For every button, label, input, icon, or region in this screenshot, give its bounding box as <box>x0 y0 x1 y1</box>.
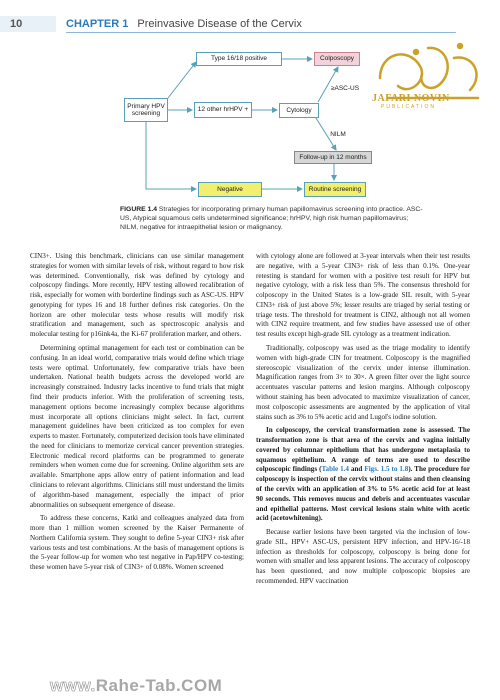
primary-hpv-box: Primary HPV screening <box>124 98 168 122</box>
table-1-4-link[interactable]: Table 1.4 <box>321 465 349 474</box>
right-paragraph-2: Traditionally, colposcopy was used as the triage modality to identify women with high-grade CIN for treatment. Colposcopy is the magnified stereoscopic visualization of the cervix under intense illumination. Magnification ranges from 3× to 30×. A green filter over the light source accentuates vascular patterns and lesion margins. Although colposcopy without staining has been advocated to maximize visualization of cancer, most colposcopic assessments are augmented by the application of vital stains such as 3% to 5% acetic acid and Lugol's iodine solution. <box>256 344 470 421</box>
right-column <box>256 252 470 591</box>
logo-subtitle: PUBLICATION <box>381 104 436 110</box>
page-number: 10 <box>10 18 23 30</box>
right-paragraph-3 <box>256 426 470 524</box>
logo-name: JAFARI NOVIN <box>372 93 450 104</box>
figs-1-5-link[interactable]: Figs. 1.5 to 1.8 <box>364 465 409 474</box>
arrow-primary-to-type1618 <box>168 62 196 98</box>
negative-box: Negative <box>198 182 262 197</box>
figure-caption-text: Strategies for incorporating primary human papillomavirus screening into practice. ASC-US, Atypical squamous cells undetermined significance; hrHPV, high risk human papillomavirus; NILM, negative for intraepithelial lesion or malignancy. <box>120 206 423 232</box>
chapter-label: CHAPTER 1 <box>66 18 129 30</box>
left-column <box>30 252 244 577</box>
figure-caption <box>120 205 425 233</box>
watermark-site: Rahe-Tab.COM <box>95 676 223 695</box>
right-paragraph-4: Because earlier lesions have been targeted via the inclusion of low-grade SIL, HPV+ ASC-US, persistent HPV infection, and HPV-16/-18 infection as thresholds for colposcopy, colposcopy is being done for women with smaller and less apparent lesions. The accuracy of colposcopy has been questioned, and now multiple colposcopic biopsies are recommended. HPV vaccination <box>256 528 470 585</box>
chapter-title: Preinvasive Disease of the Cervix <box>137 18 302 30</box>
figure-label: FIGURE 1.4 <box>120 206 158 213</box>
watermark-www: www. <box>50 676 96 695</box>
left-paragraph-2: Determining optimal management for each test or combination can be confusing. In an ideal world, comparative trials would define which triage tests were optimal. Unfortunately, few comparative trials have been undertaken. National health budgets across the developed world are increasingly constrained. Industry lacks incentive to fund trials that might find their products inferior. With the proliferation of screening tests, management options become increasingly complex because algorithms must incorporate all options clinicians might select. In fact, current management guidelines have been criticized as too complex for even experts to master. Fortunately, computerized decision tools have eliminated the need for clinicians to memorize cervical cancer prevention strategies. Electronic medical record platforms can be programmed to generate reminders when women come due for screening. Online algorithm sets are available. Smartphone apps allow entry of patient information and lead clinicians to relevant algorithms. Clinicians still must understand the limits of algorithm-based management, especially the impact of prior abnormalities on subsequent emergence of disease. <box>30 344 244 509</box>
para3-and: and <box>348 465 365 474</box>
colposcopy-box: Colposcopy <box>314 52 360 66</box>
right-paragraph-1: with cytology alone are followed at 3-year intervals when their test results are negative, with a 5-year CIN3+ risk of less than 0.1%. One-year retesting is standard for women with a positive test result for HPV but negative cytology, with a risk less than 5%. The consensus threshold for colposcopy in the United States is a low-grade SIL result, with 5-year CIN3+ risk of just above 5%; lesser results are triaged by serial testing or triage tests. The threshold for treatment is CIN2, although not all women with CIN2 require treatment, and few studies have assessed use of other test results except high-grade SIL cytology as a treatment indication. <box>256 252 470 339</box>
header-accent-bar <box>0 16 56 32</box>
nilm-label: NILM <box>330 131 346 139</box>
arrow-primary-to-negative <box>146 122 196 189</box>
asc-us-label: ≥ASC-US <box>330 85 360 93</box>
watermark <box>50 676 222 696</box>
left-paragraph-3: To address these concerns, Katki and colleagues analyzed data from more than 1 million women screened by the Kaiser Permanente of Northern California system. They sought to define 5-year CIN3+ risk after various tests and test combinations. At the basis of management options is the 5-year follow-up for women who test negative in Pap/HPV co-testing; these women have 5-year risk of CIN3+ of 0.08%. Women screened <box>30 514 244 572</box>
cytology-box: Cytology <box>279 103 319 118</box>
left-paragraph-1: CIN3+. Using this benchmark, clinicians can use similar management strategies for women with similar levels of risk, without regard to how risk was determined. Conventionally, risk was defined by cytology and colposcopy findings. More recently, HPV testing allowed recalibration of risk, especially for women with borderline findings such as ASC-US. HPV genotyping for types 16 and 18 further defines risk categories. On the horizon are other molecular tests whose results will modify risk stratification and management, such as spectroscopic analysis and molecular testing for p16ink4a, the Ki-67 proliferation marker, and others. <box>30 252 244 339</box>
other-hrhpv-box: 12 other hrHPV + <box>194 102 252 118</box>
followup-box: Follow-up in 12 months <box>294 151 372 164</box>
para3-text-b: ). The procedure for colposcopy is inspection of the cervix without stains and then cleansing of the cervix with an application of 3% to 5% acetic acid for at least 90 seconds. This removes mucus and debris and accentuates vascular and epithelial patterns. Most cervical lesions stain white with acetic acid (acetowhitening). <box>256 465 470 523</box>
para3-text-a: In colposcopy, the cervical transformation zone is assessed. The transformation zone is that area of the cervix and vagina initially covered by columnar epithelium that has undergone metaplasia to squamous epithelium. A range of terms are used to describe colposcopic findings ( <box>256 426 470 474</box>
type1618-box: Type 16/18 positive <box>196 52 282 66</box>
chapter-heading <box>66 18 302 30</box>
routine-box: Routine screening <box>304 182 366 197</box>
